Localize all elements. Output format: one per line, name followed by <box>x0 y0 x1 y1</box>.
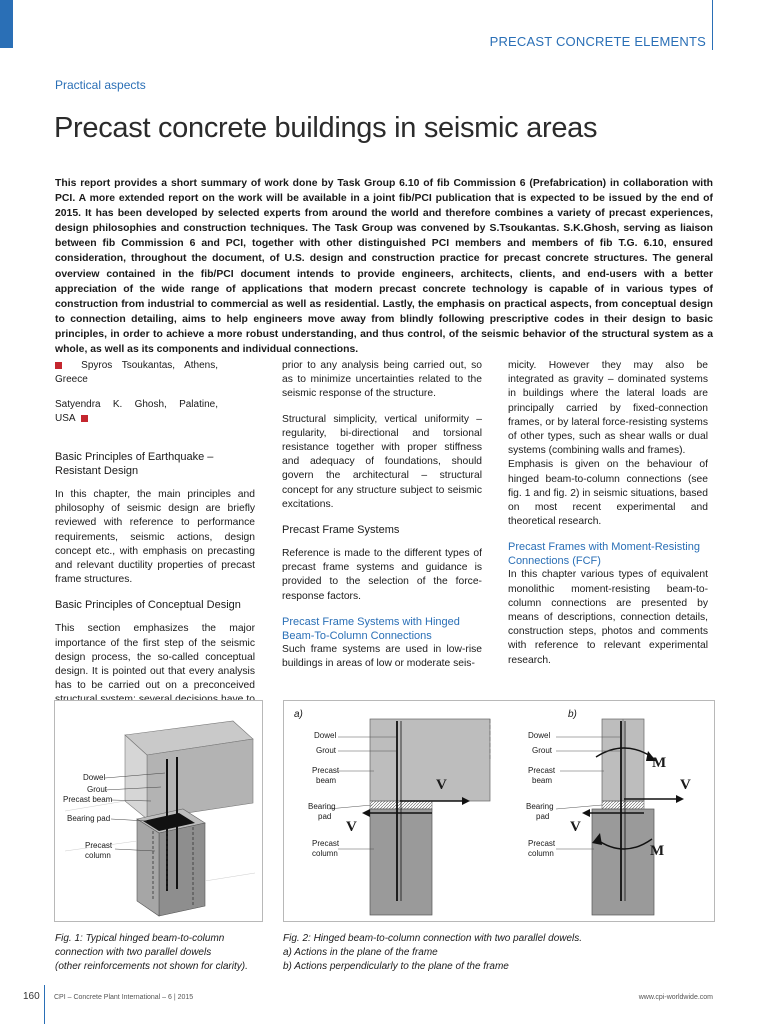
label-precast-column-1: Precast <box>85 841 113 850</box>
a-label-grout: Grout <box>316 746 337 755</box>
a-force-v-left: V <box>346 819 357 835</box>
b-label-beam-1: Precast <box>528 766 556 775</box>
para-structural-simplicity: Structural simplicity, vertical uniformity – regularity, bi-directional and torsional resistance together with proper stiffness and adequacy of foundations, should govern the architectural – structural concept for any structure subject to seismic excitations. <box>282 413 482 510</box>
column-1 <box>55 359 255 733</box>
a-label-beam-1: Precast <box>312 766 340 775</box>
panel-b-column <box>592 809 654 915</box>
article-kicker: Practical aspects <box>55 78 146 92</box>
a-label-dowel: Dowel <box>314 731 337 740</box>
b-label-beam-2: beam <box>532 776 553 785</box>
footer-url: www.cpi-worldwide.com <box>638 994 713 1001</box>
panel-a-label: a) <box>294 709 303 720</box>
column-3 <box>508 359 708 679</box>
heading-conceptual-design: Basic Principles of Conceptual Design <box>55 599 241 612</box>
author-1: Spyros Tsoukantas, Athens, Greece <box>55 360 218 385</box>
label-dowel: Dowel <box>83 773 106 782</box>
header-rule <box>712 0 713 50</box>
b-label-column-1: Precast <box>528 839 556 848</box>
a-force-v-right: V <box>436 777 447 793</box>
red-square-icon <box>81 415 88 422</box>
a-label-column-2: column <box>312 849 338 858</box>
panel-b-bearing-pad <box>602 801 644 809</box>
a-label-pad-2: pad <box>318 812 332 821</box>
heading-earthquake-resistant: Basic Principles of Earthquake – Resistant Design <box>55 451 214 477</box>
para-seismicity: micity. However they may also be integrated as gravity – dominated systems in buildings where the lateral loads are principally carried by fixed-connection frames, or by lateral force-resisting systems of other types, such as shear walls or dual systems (combining walls and frames). <box>508 360 708 457</box>
a-label-beam-2: beam <box>316 776 337 785</box>
footer-rule <box>44 985 45 1024</box>
a-label-column-1: Precast <box>312 839 340 848</box>
footer-publication: CPI – Concrete Plant International – 6 | 2015 <box>54 994 194 1001</box>
column-2 <box>282 359 482 682</box>
heading-hinged-connections: Precast Frame Systems with Hinged Beam-To-Column Connections <box>282 615 460 642</box>
label-grout: Grout <box>87 785 108 794</box>
panel-a-beam <box>370 719 490 801</box>
page-title: Precast concrete buildings in seismic areas <box>54 112 598 144</box>
b-label-column-2: column <box>528 849 554 858</box>
para-earthquake-resistant: In this chapter, the main principles and philosophy of seismic design are briefly reviewed with reference to performance requirements, seismic actions, design concept etc., with emphasis on precasting and relevant ductility properties of precast frame structures. <box>55 489 255 586</box>
label-bearing-pad: Bearing pad <box>67 814 111 823</box>
abstract: This report provides a short summary of work done by Task Group 6.10 of fib Commission 6 (Prefabrication) in collaboration with PCI. A more extended report on the work will be available in a joint fib/PCI publication that is expected to be issued by the end of 2015. It has been developed by selected experts from around the world and therefore combines a variety of precast experiences, design philosophies and construction techniques. The Task Group was convened by S.Tsoukantas. S.K.Ghosh, serving as liaison between fib Commission 6 and PCI, together with other distinguished PCI members and members of fib T.G. 6.10, ensured consideration, throughout the document, of U.S. design and construction practice for precast concrete structures. The general overview contained in the fib/PCI document intends to provide engineers, architects, clients, and end-users with a better appreciation of the wide range of applications that modern precast concrete technology is capable of in various types of construction from industrial to commercial as well as residential. Lastly, the emphasis on practical aspects, from conceptual design to connection detailing, aims to help engineers move away from blindly following prescriptive codes in their design to basic principles, in order to achieve a more robust understanding, and thus control, of the seismic behavior of the structural system as a whole, as well as its components and individual connections. <box>55 178 713 356</box>
para-continuation: prior to any analysis being carried out, so as to minimize uncertainties related to the seismic response of the structure. <box>282 360 482 400</box>
figure-1 <box>54 700 263 922</box>
author-block <box>55 359 255 426</box>
b-force-v-left: V <box>570 819 581 835</box>
b-label-grout: Grout <box>532 746 553 755</box>
corner-tab <box>0 0 13 48</box>
para-conceptual-design: This section emphasizes the major importance of the first step of the seismic design process, the so-called conceptual design. It is pointed out that every analysis has to be carried out on a preconceived <box>55 623 255 692</box>
section-tag: PRECAST CONCRETE ELEMENTS <box>489 34 706 49</box>
heading-precast-frame-systems: Precast Frame Systems <box>282 524 400 537</box>
b-label-pad-2: pad <box>536 812 550 821</box>
para-hinged-connections: Such frame systems are used in low-rise buildings in areas of low or moderate seis- <box>282 643 482 670</box>
figure-1-caption: Fig. 1: Typical hinged beam-to-column connection with two parallel dowels (other reinforcements not shown for clarity). <box>55 933 248 972</box>
para-precast-frame-systems: Reference is made to the different types of precast frame systems and guidance is provided to the selection of the force-response factors. <box>282 548 482 602</box>
heading-moment-resisting: Precast Frames with Moment-Resisting Connections (FCF) <box>508 541 700 568</box>
author-2: Satyendra K. Ghosh, Palatine, USA <box>55 399 218 424</box>
b-moment-m-top: M <box>652 755 667 771</box>
para-moment-resisting: In this chapter various types of equivalent monolithic moment-resisting beam-to-column connections are presented by means of descriptions, connection details, construction steps, photos and comments with reference to relevant experimental research. <box>508 569 708 666</box>
column-front-face <box>159 823 205 916</box>
b-moment-m-bottom: M <box>650 843 665 859</box>
label-precast-column-2: column <box>85 851 111 860</box>
para-emphasis: Emphasis is given on the behaviour of hinged beam-to-column connections (see fig. 1 and fig. 2) in seismic situations, based on most recent experimental and theoretical research. <box>508 459 708 528</box>
b-label-dowel: Dowel <box>528 731 551 740</box>
figure-2-drawing <box>284 701 714 921</box>
figure-1-drawing <box>55 701 262 921</box>
figure-2-caption: Fig. 2: Hinged beam-to-column connection with two parallel dowels. a) Actions in the plane of the frame b) Actions perpendicularly to the plane of the frame <box>283 933 583 972</box>
b-label-pad-1: Bearing <box>526 802 554 811</box>
figure-2 <box>283 700 715 922</box>
b-force-v-right: V <box>680 777 691 793</box>
label-precast-beam: Precast beam <box>63 795 113 804</box>
column-side-face <box>137 819 159 916</box>
red-square-icon <box>55 362 62 369</box>
panel-b-label: b) <box>568 709 577 720</box>
page-number: 160 <box>23 991 40 1002</box>
a-label-pad-1: Bearing <box>308 802 336 811</box>
